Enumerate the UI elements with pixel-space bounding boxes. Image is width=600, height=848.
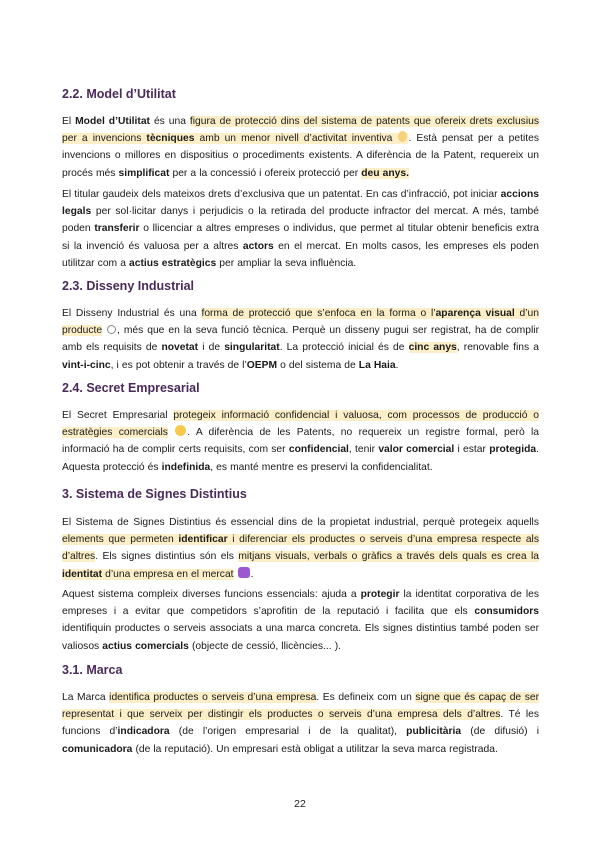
paragraph-model-utilitat-2: El titular gaudeix dels mateixos drets d’exclusiva que un patentat. En cas d’infracció, pot iniciar accions legals per sol·licitar danys i perjudicis o la retirada del producte infractor del mercat. A més, també poden transferir o llicenciar a altres empreses o individus, que permet al titular obtenir beneficis extra si la invenció és valuosa per a altres actors en el mercat. En molts casos, les empreses els poden utilitzar com a actius estratègics per ampliar la seva influència. <box>62 189 539 269</box>
section-heading-marca: 3.1. Marca <box>62 663 123 677</box>
smile-icon <box>175 425 186 436</box>
highlight: identifica productes o serveis d’una empresa <box>109 692 317 703</box>
highlight: elements que permeten identificar i diferenciar els productes o serveis d’una empresa respecte als d’altres <box>62 534 539 563</box>
highlight: forma de protecció que s’enfoca en la forma o l’aparença visual d’un producte <box>62 308 540 337</box>
highlight: protegeix informació confidencial i valuosa, com processos de producció o estratègies comercials <box>62 410 540 439</box>
page-number: 22 <box>294 798 306 810</box>
section-heading-signes-distintius: 3. Sistema de Signes Distintius <box>62 487 247 501</box>
highlight: mitjans visuals, verbals o gràfics a través dels quals es crea la identitat d’una empresa en el mercat <box>62 551 540 580</box>
paragraph-signes-distintius-1: El Sistema de Signes Distintius és essencial dins de la propietat industrial, perquè protegeix aquells elements que permeten identificar i diferenciar els productes o serveis d’una empresa respecte als d’altres. Els signes distintius són els mitjans visuals, verbals o gràfics a través dels quals es crea la identitat d’una empresa en el mercat . <box>62 517 540 580</box>
eyes-icon <box>107 325 116 334</box>
paragraph-secret-empresarial: El Secret Empresarial protegeix informació confidencial i valuosa, com processos de producció o estratègies comercials . A diferència de les Patents, no requereix un registre formal, però la informació ha de complir certs requisits, com ser confidencial, tenir valor comercial i estar protegida. Aquesta protecció és indefinida, es manté mentre es preservi la confidencialitat. <box>62 410 540 473</box>
section-heading-disseny-industrial: 2.3. Disseny Industrial <box>62 279 194 293</box>
section-heading-secret-empresarial: 2.4. Secret Empresarial <box>62 381 200 395</box>
id-icon <box>238 567 250 578</box>
paragraph-signes-distintius-2: Aquest sistema compleix diverses funcions essencials: ajuda a protegir la identitat corporativa de les empreses i a evitar que competidors s’aprofitin de la reputació i facilita que els consumidors identifiquin productes o serveis associats a una marca concreta. Els signes distintius també poden ser valiosos actius comercials (objecte de cessió, llicències... ). <box>62 589 540 652</box>
paragraph-disseny-industrial: El Disseny Industrial és una forma de protecció que s’enfoca en la forma o l’aparença visual d’un producte , més que en la seva funció tècnica. Perquè un disseny pugui ser registrat, ha de complir amb els requisits de novetat i de singularitat. La protecció inicial és de cinc anys, renovable fins a vint-i-cinc, i es pot obtenir a través de l’OEPM o del sistema de La Haia. <box>62 308 540 371</box>
highlight: figura de protecció dins del sistema de patents que ofereix drets exclusius per a invencions tècniques amb un menor nivell d’activitat inventiva <box>62 116 539 145</box>
highlight: signe que és capaç de ser representat i que serveix per distingir els productes o serveis d’una empresa dels d’altres <box>62 692 539 721</box>
paragraph-marca: La Marca identifica productes o serveis d’una empresa. Es defineix com un signe que és capaç de ser representat i que serveix per distingir els productes o serveis d’una empresa dels d’altres. Té les funcions d’indicadora (de l’origen empresarial i de la qualitat), publicitària (de difusió) i comunicadora (de la reputació). Un empresari està obligat a utilitzar la seva marca registrada. <box>62 692 540 755</box>
paragraph-model-utilitat-1: El Model d’Utilitat és una figura de protecció dins del sistema de patents que ofereix drets exclusius per a invencions tècniques amb un menor nivell d’activitat inventiva . Està pensat per a petites invencions o millores en dispositius o procediments existents. A diferència de la Patent, requereix un procés més simplificat per a la concessió i ofereix protecció per deu anys. <box>62 116 539 179</box>
section-heading-model-utilitat: 2.2. Model d’Utilitat <box>62 87 176 101</box>
lightbulb-icon <box>398 131 407 142</box>
